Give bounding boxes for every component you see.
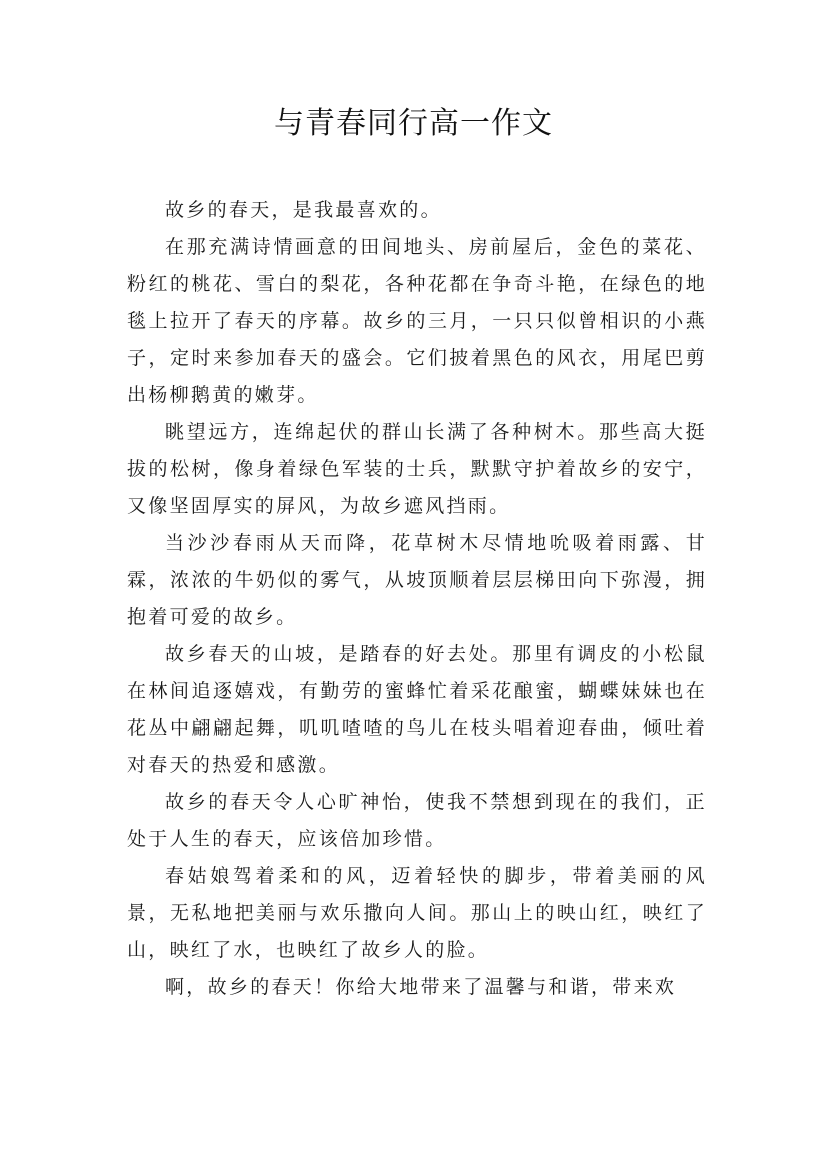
document-title: 与青春同行高一作文	[274, 106, 553, 141]
paragraph: 故乡的春天令人心旷神怡，使我不禁想到现在的我们，正处于人生的春天，应该倍加珍惜。	[127, 791, 707, 850]
paragraph: 故乡的春天，是我最喜欢的。	[165, 199, 442, 221]
paragraph: 啊，故乡的春天！你给大地带来了温馨与和谐，带来欢	[165, 976, 677, 998]
paragraph: 当沙沙春雨从天而降，花草树木尽情地吮吸着雨露、甘霖，浓浓的牛奶似的雾气，从坡顶顺着层层梯田向下弥漫，拥抱着可爱的故乡。	[127, 532, 707, 628]
paragraph: 故乡春天的山坡，是踏春的好去处。那里有调皮的小松鼠在林间追逐嬉戏，有勤劳的蜜蜂忙着采花酿蜜，蝴蝶妹妹也在花丛中翩翩起舞，叽叽喳喳的鸟儿在枝头唱着迎春曲，倾吐着对春天的热爱和感激。	[127, 643, 707, 776]
paragraph: 春姑娘驾着柔和的风，迈着轻快的脚步，带着美丽的风景，无私地把美丽与欢乐撒向人间。那山上的映山红，映红了山，映红了水，也映红了故乡人的脸。	[127, 865, 707, 961]
document-body	[127, 192, 707, 1006]
paragraph: 眺望远方，连绵起伏的群山长满了各种树木。那些高大挺拔的松树，像身着绿色军装的士兵，默默守护着故乡的安宁，又像坚固厚实的屏风，为故乡遮风挡雨。	[127, 421, 707, 517]
paragraph: 在那充满诗情画意的田间地头、房前屋后，金色的菜花、粉红的桃花、雪白的梨花，各种花都在争奇斗艳，在绿色的地毯上拉开了春天的序幕。故乡的三月，一只只似曾相识的小燕子，定时来参加春天的盛会。它们披着黑色的风衣，用尾巴剪出杨柳鹅黄的嫩芽。	[127, 236, 707, 406]
